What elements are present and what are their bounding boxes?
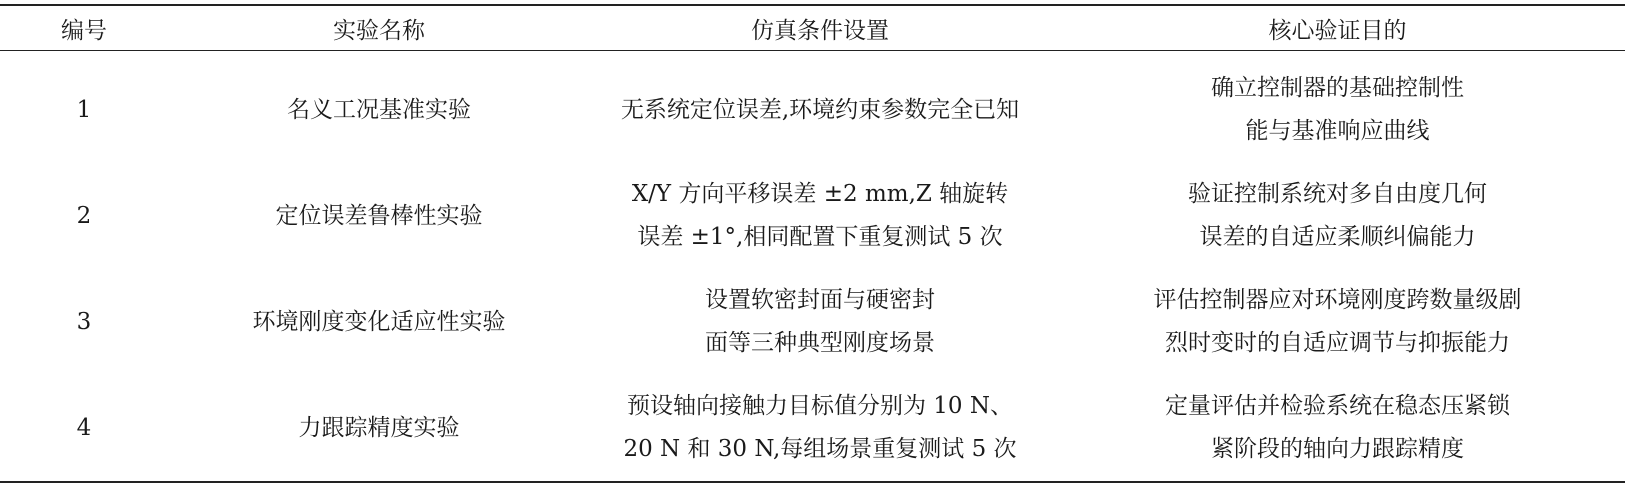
cell-sim: [590, 51, 1050, 164]
cell-id: 2: [76, 202, 92, 229]
experiment-table: [0, 4, 1625, 483]
cell-name: 力跟踪精度实验: [298, 414, 460, 441]
cell-goal-line: 评估控制器应对环境刚度跨数量级剧: [1153, 287, 1522, 313]
cell-sim: [590, 163, 1050, 269]
table-row: [0, 163, 1625, 269]
cell-sim: [590, 269, 1050, 375]
header-id: 编号: [61, 17, 107, 44]
cell-sim-line: 预设轴向接触力目标值分别为 10 N、: [626, 393, 1013, 419]
cell-sim-line: 20 N 和 30 N,每组场景重复测试 5 次: [623, 436, 1017, 462]
cell-id: 1: [76, 96, 92, 123]
table-row: [0, 51, 1625, 164]
cell-sim-line: 无系统定位误差,环境约束参数完全已知: [620, 96, 1020, 123]
cell-id: 3: [76, 308, 92, 335]
cell-name: 环境刚度变化适应性实验: [252, 308, 506, 335]
cell-sim-line: 设置软密封面与硬密封: [705, 287, 935, 313]
header-verification-goal: 核心验证目的: [1268, 17, 1407, 44]
cell-name: 名义工况基准实验: [287, 96, 471, 123]
cell-goal-line: 误差的自适应柔顺纠偏能力: [1199, 224, 1476, 250]
cell-goal: [1050, 269, 1625, 375]
cell-goal-line: 能与基准响应曲线: [1245, 118, 1430, 144]
cell-goal-line: 紧阶段的轴向力跟踪精度: [1211, 436, 1464, 462]
cell-name: 定位误差鲁棒性实验: [275, 202, 483, 229]
cell-goal-line: 验证控制系统对多自由度几何: [1188, 181, 1487, 207]
header-name: 实验名称: [333, 17, 425, 44]
cell-goal-line: 确立控制器的基础控制性: [1211, 75, 1464, 101]
cell-goal-line: 定量评估并检验系统在稳态压紧锁: [1165, 393, 1510, 419]
cell-sim: [590, 375, 1050, 482]
cell-goal: [1050, 163, 1625, 269]
table-header: [0, 5, 1625, 51]
table-body: [0, 51, 1625, 483]
table-row: [0, 269, 1625, 375]
header-sim-conditions: 仿真条件设置: [751, 17, 889, 44]
cell-goal: [1050, 375, 1625, 482]
header-row: [0, 5, 1625, 51]
cell-id: 4: [76, 414, 92, 441]
cell-goal-line: 烈时变时的自适应调节与抑振能力: [1165, 330, 1510, 356]
cell-goal: [1050, 51, 1625, 164]
cell-sim-line: X/Y 方向平移误差 ±2 mm,Z 轴旋转: [631, 181, 1009, 207]
table-row: [0, 375, 1625, 482]
cell-sim-line: 面等三种典型刚度场景: [705, 330, 935, 356]
cell-sim-line: 误差 ±1°,相同配置下重复测试 5 次: [637, 224, 1003, 250]
